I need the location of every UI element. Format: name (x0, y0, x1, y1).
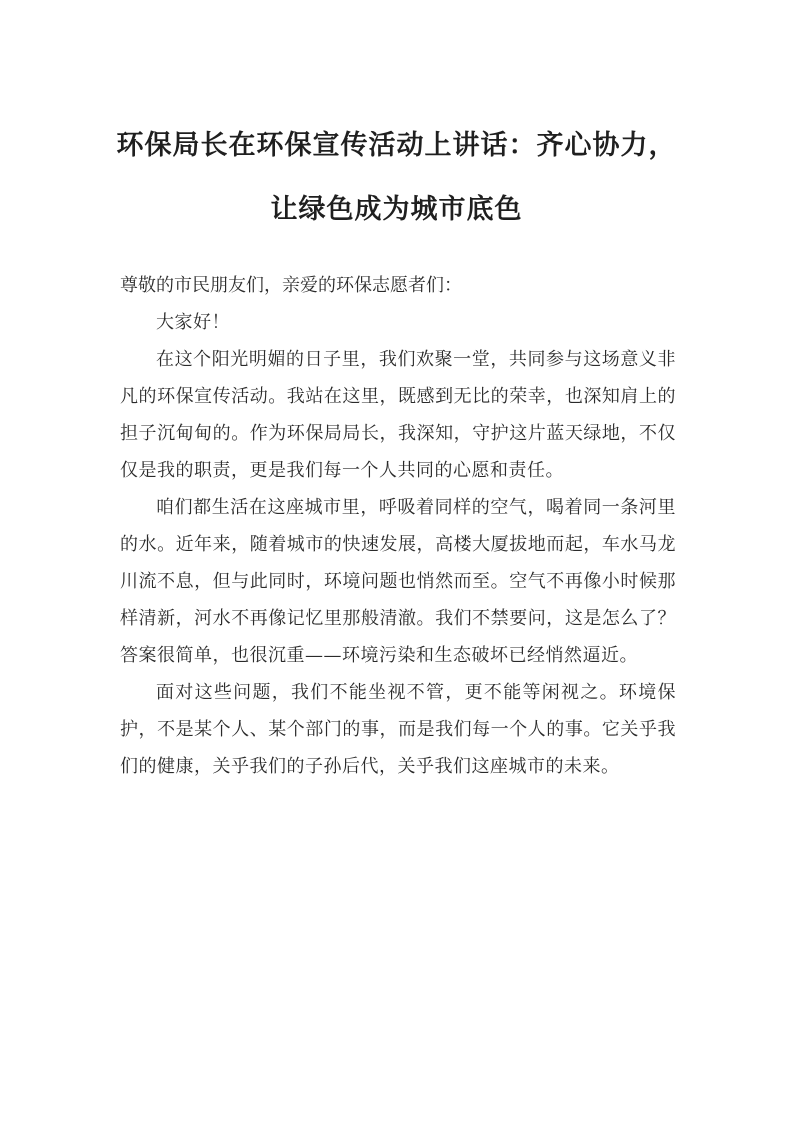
title-line-1: 环保局长在环保宣传活动上讲话：齐心协力， (116, 130, 677, 161)
paragraph-greeting: 大家好！ (156, 312, 230, 333)
salutation: 尊敬的市民朋友们，亲爱的环保志愿者们： (120, 275, 462, 296)
paragraph-3: 面对这些问题，我们不能坐视不管，更不能等闲视之。环境保护，不是某个人、某个部门的事，而是我们每一个人的事。它关乎我们的健康，关乎我们的子孙后代，关乎我们这座城市的未来。 (120, 682, 676, 777)
title-line-2: 让绿色成为城市底色 (270, 194, 523, 225)
paragraph-2: 咱们都生活在这座城市里，呼吸着同样的空气，喝着同一条河里的水。近年来，随着城市的快速发展，高楼大厦拔地而起，车水马龙川流不息，但与此同时，环境问题也悄然而至。空气不再像小时候那样清新，河水不再像记忆里那般清澈。我们不禁要问，这是怎么了？答案很简单，也很沉重——环境污染和生态破坏已经悄然逼近。 (120, 497, 676, 666)
document-body (120, 267, 676, 785)
paragraph-1: 在这个阳光明媚的日子里，我们欢聚一堂，共同参与这场意义非凡的环保宣传活动。我站在这里，既感到无比的荣幸，也深知肩上的担子沉甸甸的。作为环保局局长，我深知，守护这片蓝天绿地，不仅仅是我的职责，更是我们每一个人共同的心愿和责任。 (120, 349, 676, 481)
